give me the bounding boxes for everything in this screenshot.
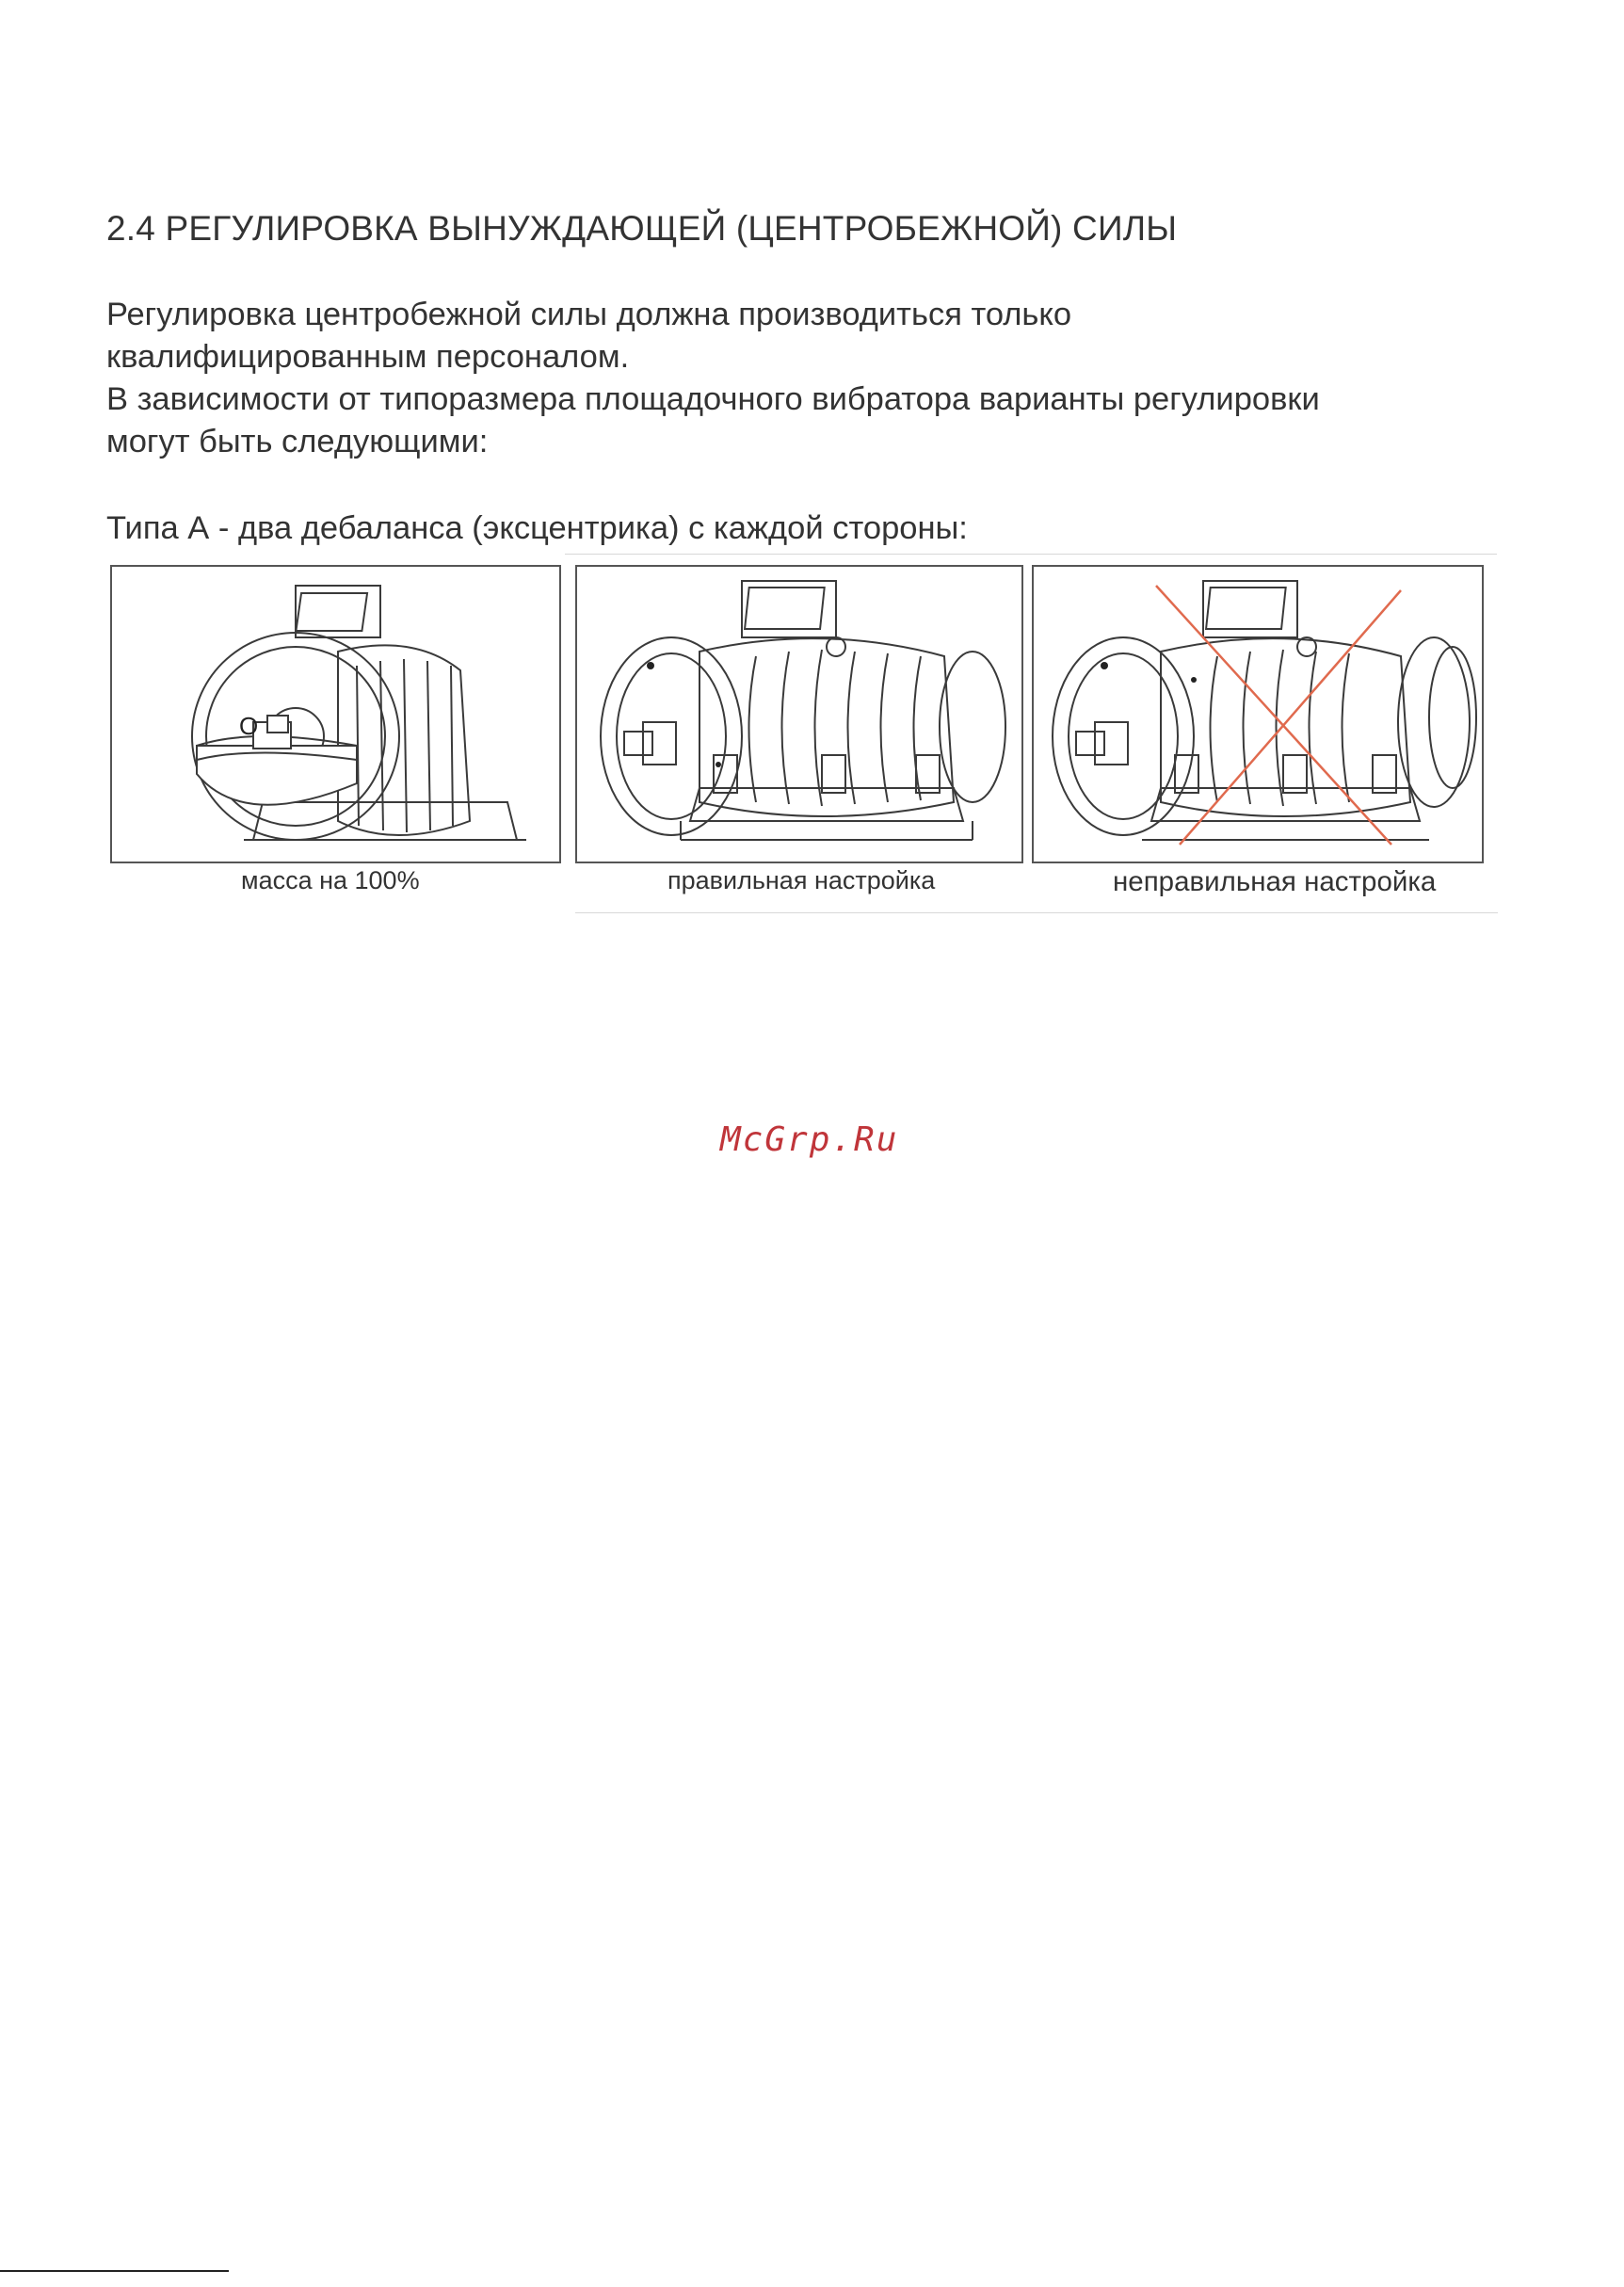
figure-mass-100: [110, 565, 561, 863]
caption-correct-setting: правильная настройка: [667, 866, 936, 894]
paragraph-line: квалифицированным персоналом.: [106, 339, 630, 375]
end-cover-left: [1053, 637, 1194, 835]
intro-paragraph: [106, 294, 1537, 463]
vibrator-drawing-3: [1034, 567, 1482, 862]
caption-mass-100: масса на 100%: [241, 866, 420, 894]
vibrator-drawing-2: [577, 567, 1021, 862]
figure-incorrect-setting: [1032, 565, 1484, 863]
caption-incorrect-setting: неправильная настройка: [1113, 866, 1437, 897]
paragraph-line: В зависимости от типоразмера площадочного вибратора варианты регулировки: [106, 381, 1320, 417]
end-cover-right: [1398, 637, 1470, 807]
paragraph-line: Регулировка центробежной силы должна производиться только: [106, 297, 1072, 332]
type-a-label: Типа А - два дебаланса (эксцентрика) с каждой стороны:: [106, 510, 968, 546]
paragraph-line: могут быть следующими:: [106, 424, 489, 459]
watermark: McGrp.Ru: [720, 1120, 899, 1159]
marker-letter: O: [239, 712, 259, 740]
end-cover: [192, 633, 399, 840]
figure-frame-top-line: [565, 554, 1497, 555]
end-cover-left: [601, 637, 742, 835]
section-heading: 2.4 РЕГУЛИРОВКА ВЫНУЖДАЮЩЕЙ (ЦЕНТРОБЕЖНОЙ) СИЛЫ: [106, 209, 1178, 248]
footer-line: [0, 2270, 229, 2272]
vibrator-drawing-1: [112, 567, 559, 862]
figure-frame-bottom-line: [575, 912, 1498, 913]
figure-correct-setting: [575, 565, 1023, 863]
